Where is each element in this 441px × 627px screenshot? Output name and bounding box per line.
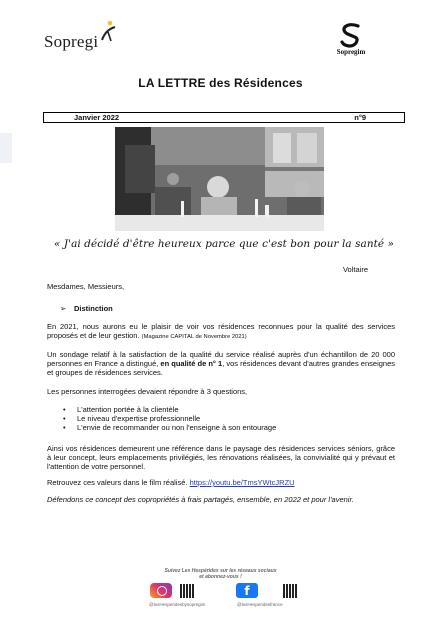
section-heading bbox=[60, 304, 408, 313]
issue-bar bbox=[43, 112, 405, 123]
quote-author: Voltaire bbox=[342, 265, 368, 274]
sopregim-logo bbox=[318, 22, 384, 66]
paragraph-questions: Les personnes interrogées devaient répondre à 3 questions, bbox=[47, 387, 248, 396]
paragraph-capital bbox=[47, 322, 395, 342]
issue-date: Janvier 2022 bbox=[74, 113, 120, 122]
social-callout-line2: et abonnez-vous ! bbox=[199, 574, 242, 580]
capital-source-note: (Magazine CAPITAL de Novembre 2021) bbox=[141, 334, 247, 341]
residents-photo bbox=[115, 127, 324, 231]
video-text: Retrouvez ces valeurs dans le film réalisé. bbox=[47, 478, 190, 487]
sopregim-wordmark: Sopregim bbox=[336, 48, 366, 56]
sopregi-wordmark: Sopregi bbox=[44, 32, 99, 51]
facebook-icon[interactable]: f bbox=[236, 583, 258, 598]
paragraph-reference: Ainsi vos résidences demeurent une référence dans le paysage des résidences services séniors, grâce à leur concept, leurs emplacements privilégiés, les rénovations réalisées, la convivialité qui y prévaut et l'attention de votre personnel. bbox=[47, 444, 395, 472]
instagram-qr-code[interactable] bbox=[180, 584, 194, 598]
section-heading-text: Distinction bbox=[74, 304, 113, 313]
newsletter-title: LA LETTRE des Résidences bbox=[138, 76, 303, 90]
questions-list bbox=[63, 405, 393, 432]
instagram-icon[interactable] bbox=[150, 583, 172, 598]
survey-text-end: , vos résidences devant d'autres grandes enseignes et groupes de résidences services. bbox=[47, 359, 396, 378]
paragraph-survey bbox=[47, 350, 395, 378]
instagram-handle[interactable]: @lesHesperidesbysopregim bbox=[149, 602, 206, 607]
social-callout bbox=[0, 568, 441, 580]
youtube-link[interactable]: https://youtu.be/TmsYWtcJRZU bbox=[189, 478, 295, 487]
swirl-logo-icon bbox=[336, 22, 366, 48]
voltaire-quote: « J'ai décidé d'être heureux parce que c'est bon pour la santé » bbox=[53, 238, 395, 250]
closing-paragraph: Défendons ce concept des copropriétés à frais partagés, ensemble, en 2022 et pour l'avenir. bbox=[47, 495, 354, 504]
list-item: • L'envie de recommander ou non l'enseigne à son entourage bbox=[63, 423, 393, 432]
survey-rank: en qualité de n° 1 bbox=[160, 359, 223, 369]
sopregi-logo bbox=[44, 20, 124, 60]
issue-number: n°9 bbox=[354, 113, 366, 122]
survey-text-start: Un sondage relatif à la satisfaction de la qualité du service réalisé auprès d'un échantillon de 20 000 personnes en France a distingué, bbox=[47, 350, 395, 369]
facebook-qr-code[interactable] bbox=[283, 584, 297, 598]
list-item: • L'attention portée à la clientèle bbox=[63, 405, 393, 414]
person-logo-icon bbox=[99, 20, 117, 42]
side-tab-marker bbox=[0, 133, 12, 163]
salutation: Mesdames, Messieurs, bbox=[47, 282, 125, 291]
paragraph-video bbox=[47, 478, 395, 487]
social-callout-line1: Suivez Les Hespérides sur les réseaux sociaux bbox=[164, 568, 277, 574]
list-item: • Le niveau d'expertise professionnelle bbox=[63, 414, 393, 423]
paragraph-capital-text: En 2021, nous aurons eu le plaisir de voir vos résidences reconnues pour la qualité des services proposés et de leur gestion. bbox=[47, 322, 395, 341]
facebook-handle[interactable]: @lesHesperidesfrance bbox=[237, 602, 283, 607]
arrow-bullet-icon: ➢ bbox=[60, 304, 67, 313]
